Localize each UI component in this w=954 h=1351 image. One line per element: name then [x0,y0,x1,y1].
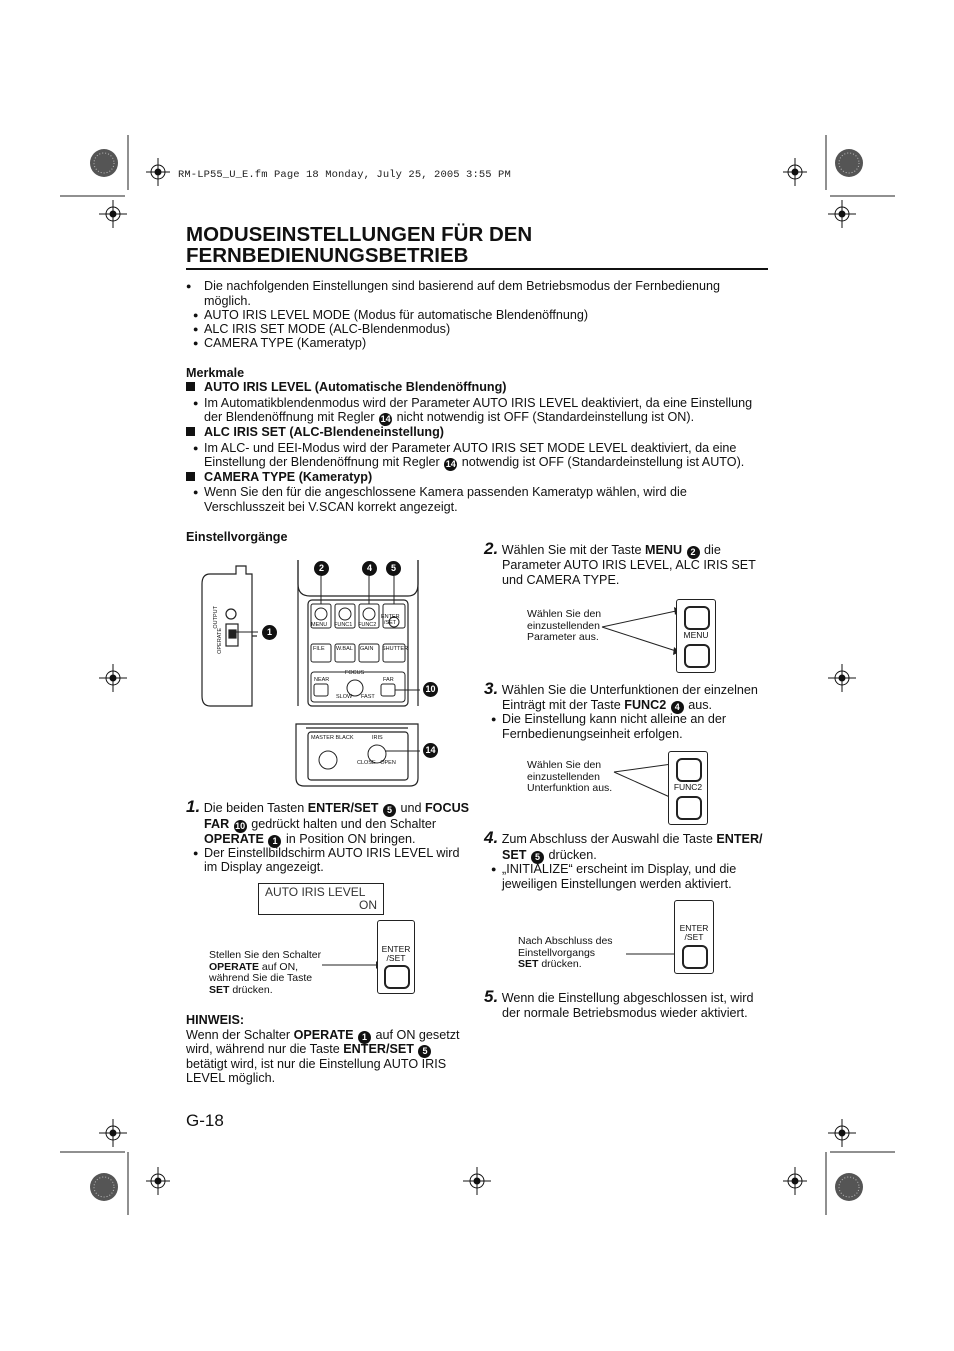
step2-line3: und CAMERA TYPE. [502,573,620,587]
starburst-mark-tr [835,149,863,177]
step3-line1: 3. Wählen Sie die Unterfunktionen der einzelnen [484,679,758,698]
step2-line1: 2. Wählen Sie mit der Taste MENU 2 die [484,539,721,558]
step1-caption: Stellen Sie den Schalter OPERATE auf ON, während Sie die Taste SET drücken. [209,949,322,996]
lcd-line-1: AUTO IRIS LEVEL [265,885,366,899]
step3-caption: Wählen Sie den einzustellenden Unterfunktion aus. [527,759,613,794]
hinweis-text: wird, während nur die Taste ENTER/SET 5 [186,1042,432,1058]
callout-10-icon: 10 [235,821,246,831]
callout-5-icon: 5 [386,561,401,576]
callout-14-icon: 14 [423,743,438,758]
callout-5-icon: 5 [531,851,544,864]
step3-line2: Einträgt mit der Taste FUNC2 4 aus. [502,698,713,712]
up-arrow-icon [684,606,710,630]
func2-label: FUNC2 [673,782,703,792]
up-arrow-icon [676,758,702,782]
callout-4-icon: 4 [362,561,377,576]
remote-label-focus: FOCUS [345,670,365,676]
down-arrow-icon [676,796,702,820]
step4-line2: SET 5 drücken. [502,848,597,862]
step2-line2: Parameter AUTO IRIS LEVEL, ALC IRIS SET [502,558,756,572]
caption-arrow [320,940,380,990]
callout-2-icon: 2 [687,546,700,559]
hinweis-text: betätigt wird, ist nur die Einstellung AUTO IRIS [186,1057,447,1071]
step2-caption: Wählen Sie den einzustellenden Parameter aus. [527,608,602,643]
down-arrow-icon [684,644,710,668]
callout-14-icon: 14 [380,414,391,424]
feature-title-alc-iris: ALC IRIS SET (ALC-Blendeneinstellung) [186,425,444,440]
remote-label-slow: SLOW [336,694,353,700]
remote-label-wbal: W.BAL [336,646,353,652]
enter-set-button-illustration [377,920,415,994]
remote-label-operate: OPERATE [217,628,223,654]
starburst-mark-br [835,1173,863,1201]
step3-bullet-cont: Fernbedienungseinheit erfolgen. [502,727,683,741]
menu-button-illustration [676,599,716,673]
starburst-mark-tl [90,149,118,177]
remote-label-iris: IRIS [372,735,383,741]
starburst-mark-bl [90,1173,118,1201]
step1-bullet-cont: im Display angezeigt. [204,860,324,874]
features-heading: Merkmale [186,366,245,380]
remote-control-illustration [196,556,446,788]
step4-caption: Nach Abschluss des Einstellvorgangs SET drücken. [518,935,613,970]
enter-set-label: ENTER /SET [679,923,709,942]
feature-text: Verschlusszeit bei V.SCAN korrekt angezeigt. [204,500,458,514]
callout-14-icon: 14 [445,459,456,469]
remote-label-enter-set: ENTER /SET [381,614,400,626]
hinweis-text: Wenn der Schalter OPERATE 1 auf ON gesetzt [186,1028,460,1042]
procedure-heading: Einstellvorgänge [186,530,288,544]
step1-line3: OPERATE 1 in Position ON bringen. [204,832,416,846]
callout-1-icon: 1 [262,625,277,640]
remote-label-func2: FUNC2 [358,622,377,628]
callout-5-icon: 5 [418,1045,431,1058]
callout-10-icon: 10 [423,682,438,697]
callout-4-icon: 4 [671,701,684,714]
remote-label-fast: FAST [361,694,375,700]
callout-1-icon: 1 [358,1031,371,1044]
feature-text: Einstellung der Blendenöffnung mit Regler 14 notwendig ist OFF (Standardeinstellung ist AUTO). [204,455,745,469]
step5-line2: der normale Betriebsmodus wieder aktiviert. [502,1006,748,1020]
step4-bullet-cont: jeweiligen Einstellungen werden aktiviert. [502,877,732,891]
remote-label-output: OUTPUT [213,606,219,629]
feature-text: der Blendenöffnung mit Regler 14 nicht notwendig ist OFF (Standardeinstellung ist ON). [204,410,695,424]
remote-label-menu: MENU [311,622,328,628]
feature-title-camera-type: CAMERA TYPE (Kameratyp) [186,470,372,485]
menu-label: MENU [683,630,709,640]
hinweis-text: LEVEL möglich. [186,1071,276,1085]
title-line-1: MODUSEINSTELLUNGEN FÜR DEN [186,223,533,246]
lcd-line-2: ON [359,898,377,912]
remote-label-master-black: MASTER BLACK [311,735,354,741]
step5-line1: 5. Wenn die Einstellung abgeschlossen ist, wird [484,987,754,1006]
title-rule [186,268,768,270]
callout-1-icon: 1 [268,835,281,848]
caption-arrows [612,758,676,810]
remote-label-func1: FUNC1 [334,622,353,628]
page-number: G-18 [186,1111,224,1130]
remote-label-gain: GAIN [360,646,374,652]
lcd-display [258,883,384,915]
remote-label-far: FAR [383,677,394,683]
feature-title-auto-iris: AUTO IRIS LEVEL (Automatische Blendenöffnung) [186,380,507,395]
step1-line2: FAR 10 gedrückt halten und den Schalter [204,817,437,831]
page-title [186,224,768,266]
enter-set-key [384,965,410,989]
step1-line1: 1. Die beiden Tasten ENTER/SET 5 und FOCUS [186,797,470,816]
remote-label-file: FILE [313,646,325,652]
callout-5-icon: 5 [383,804,396,817]
enter-set-label: ENTER /SET [381,944,411,963]
caption-arrow [624,948,680,962]
hinweis-heading: HINWEIS: [186,1013,245,1027]
remote-label-shutter: SHUTTER [382,646,408,652]
title-line-2: FERNBEDIENUNGSBETRIEB [186,244,469,267]
remote-label-near: NEAR [314,677,330,683]
caption-arrows [600,605,680,665]
remote-label-iris-scale: CLOSE OPEN [357,760,396,766]
step4-line1: 4. Zum Abschluss der Auswahl die Taste ENTER/ [484,828,763,847]
callout-2-icon: 2 [314,561,329,576]
file-header: RM-LP55_U_E.fm Page 18 Monday, July 25, 2005 3:55 PM [178,169,511,181]
enter-set-button-illustration [674,900,714,974]
enter-set-key [682,945,708,969]
func2-button-illustration [668,751,708,825]
